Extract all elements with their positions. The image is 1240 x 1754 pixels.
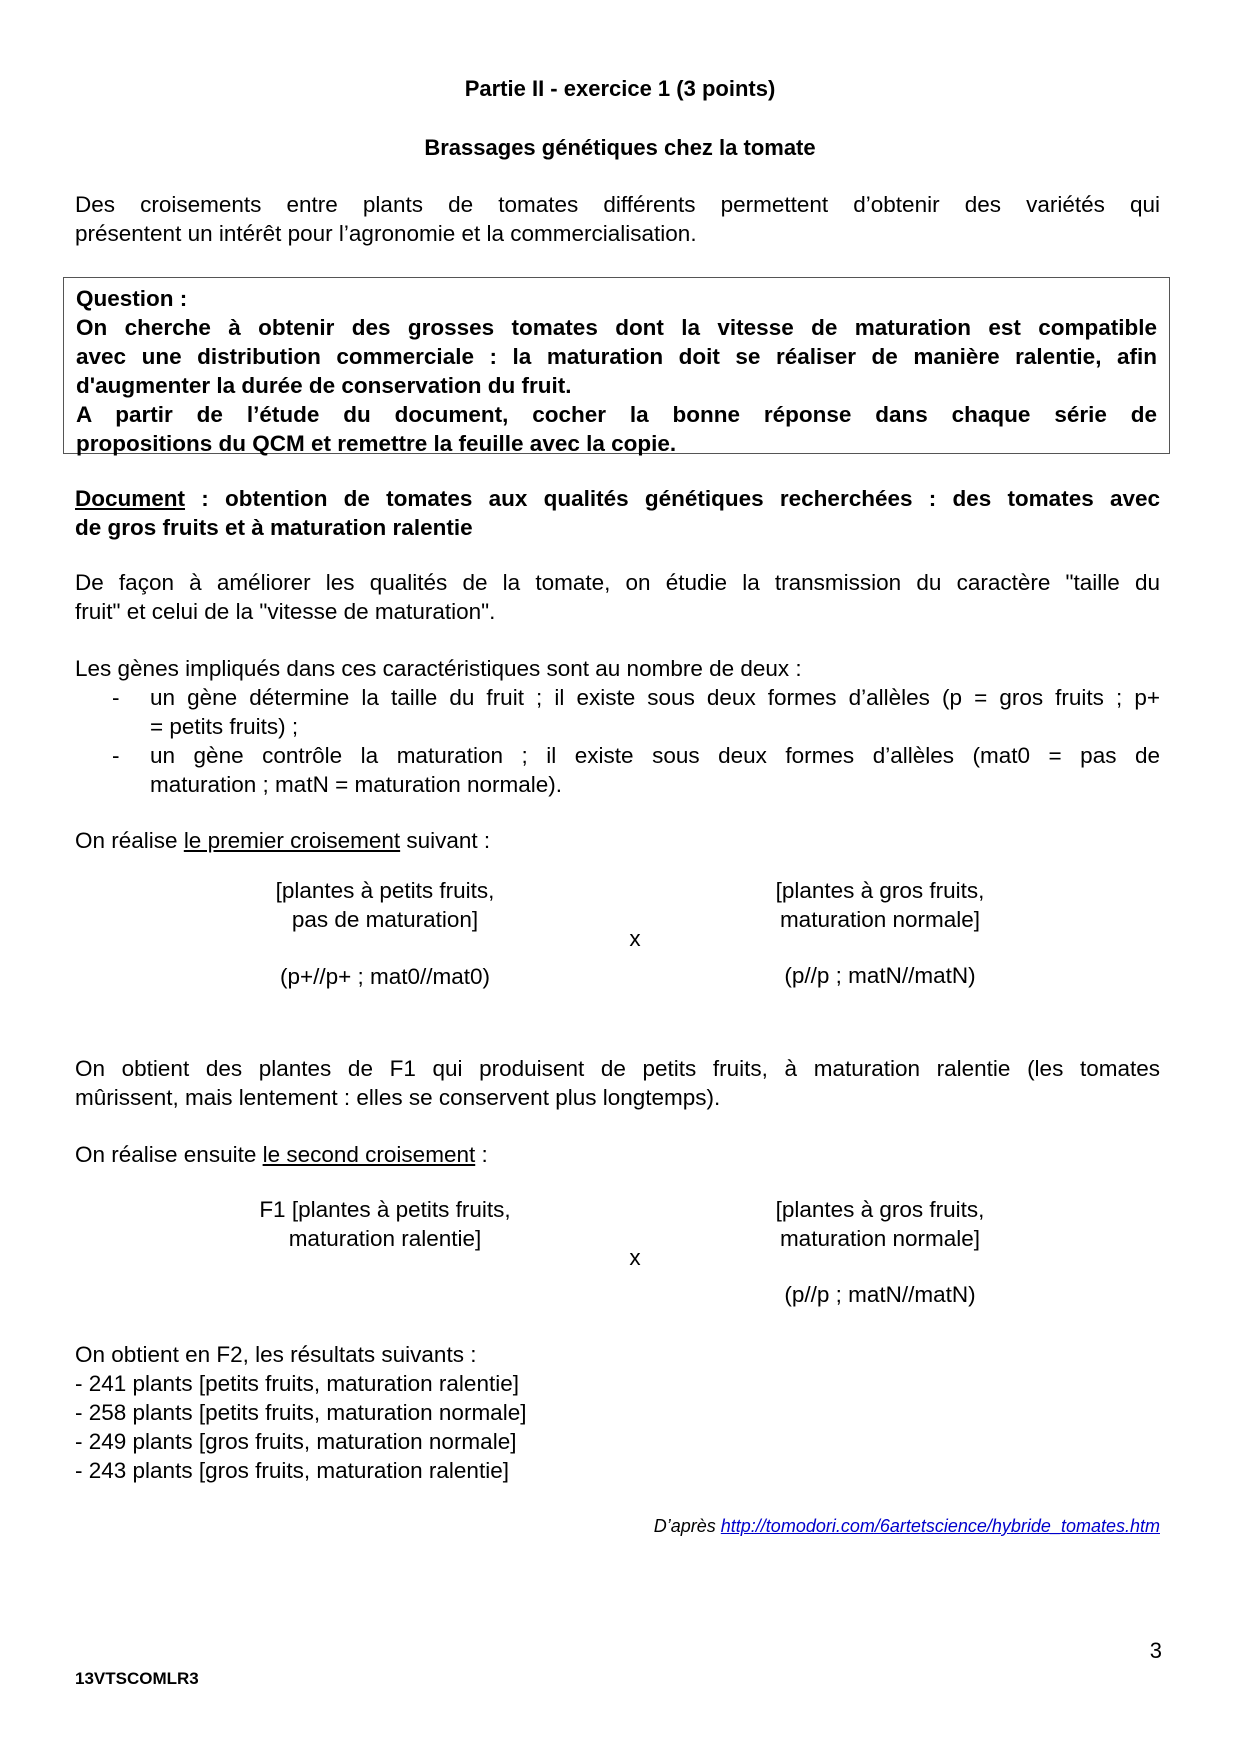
question-line-5: propositions du QCM et remettre la feuille avec la copie. (76, 431, 677, 456)
f1-line-2: mûrissent, mais lentement : elles se conservent plus longtemps). (75, 1085, 721, 1110)
intro-line-1: Des croisements entre plants de tomates différents permettent d’obtenir des variétés qui (75, 192, 1160, 217)
cross2-symbol: x (629, 1245, 641, 1270)
cross1-right-line-1: [plantes à gros fruits, (775, 878, 985, 903)
part-title: Partie II - exercice 1 (3 points) (464, 76, 776, 101)
bullet-text (150, 741, 1160, 799)
cross1-intro-underlined: le premier croisement (183, 828, 401, 853)
cross2-intro-pre: On réalise ensuite (75, 1142, 263, 1167)
cross1-right-parent (730, 876, 1030, 934)
cross2-intro-post: : (475, 1142, 488, 1167)
f2-intro: On obtient en F2, les résultats suivants : (75, 1342, 477, 1367)
cross1-left-line-2: pas de maturation] (291, 907, 479, 932)
cross1-intro-post: suivant : (400, 828, 491, 853)
bullet-2-line-1: un gène contrôle la maturation ; il existe sous deux formes d’allèles (mat0 = pas de (150, 743, 1160, 768)
cross1-right-genotype: (p//p ; matN//matN) (784, 963, 976, 988)
cross2-left-line-2: maturation ralentie] (288, 1226, 482, 1251)
cross2-right-line-2: maturation normale] (779, 1226, 981, 1251)
f1-line-1: On obtient des plantes de F1 qui produisent de petits fruits, à maturation ralentie (les tomates (75, 1056, 1160, 1081)
intro-paragraph (75, 190, 1160, 248)
gene-bullet-1 (75, 683, 1160, 741)
bullet-dash: - (112, 685, 120, 710)
bullet-text (150, 683, 1160, 741)
question-line-2: avec une distribution commerciale : la maturation doit se réaliser de manière ralentie, afin (76, 344, 1157, 369)
cross1-left-genotype: (p+//p+ ; mat0//mat0) (279, 964, 491, 989)
document-label: Document (75, 486, 186, 511)
cross1-left-parent (235, 876, 535, 934)
cross2-right-genotype: (p//p ; matN//matN) (784, 1282, 976, 1307)
cross1-intro (75, 826, 1160, 855)
source-prefix: D’après (653, 1516, 721, 1536)
cross2-right-parent (730, 1195, 1030, 1253)
document-paragraph-1 (75, 568, 1160, 626)
document-p1-line-2: fruit" et celui de la "vitesse de maturation". (75, 599, 496, 624)
gene-bullet-2 (75, 741, 1160, 799)
f2-result-item: - 243 plants [gros fruits, maturation ralentie] (75, 1458, 509, 1483)
page-number: 3 (1149, 1638, 1162, 1663)
cross2-left-line-1: F1 [plantes à petits fruits, (259, 1197, 511, 1222)
question-line-1: On cherche à obtenir des grosses tomates dont la vitesse de maturation est compatible (76, 315, 1157, 340)
document-title-line-1 (75, 484, 1160, 513)
document-title-rest: : obtention de tomates aux qualités génétiques recherchées : des tomates avec (185, 486, 1160, 511)
question-box (63, 277, 1170, 454)
exercise-subtitle: Brassages génétiques chez la tomate (424, 135, 816, 160)
bullet-dash: - (112, 743, 120, 768)
document-code: 13VTSCOMLR3 (75, 1669, 199, 1688)
f2-result-item: - 249 plants [gros fruits, maturation normale] (75, 1429, 517, 1454)
question-label: Question : (76, 286, 188, 311)
cross1-right-line-2: maturation normale] (779, 907, 981, 932)
genes-intro: Les gènes impliqués dans ces caractéristiques sont au nombre de deux : (75, 656, 802, 681)
document-title (75, 484, 1160, 542)
cross2-intro-underlined: le second croisement (262, 1142, 476, 1167)
cross2-right-line-1: [plantes à gros fruits, (775, 1197, 985, 1222)
cross2-left-parent (225, 1195, 545, 1253)
cross1-left-line-1: [plantes à petits fruits, (275, 878, 495, 903)
source-citation (654, 1514, 1160, 1538)
cross1-symbol: x (629, 926, 641, 951)
question-line-4: A partir de l’étude du document, cocher la bonne réponse dans chaque série de (76, 402, 1157, 427)
bullet-1-line-1: un gène détermine la taille du fruit ; il existe sous deux formes d’allèles (p = gros fruits ; p+ (150, 685, 1160, 710)
question-line-3: d'augmenter la durée de conservation du fruit. (76, 373, 572, 398)
bullet-2-line-2: maturation ; matN = maturation normale). (150, 772, 563, 797)
f1-result-paragraph (75, 1054, 1160, 1112)
bullet-1-line-2: = petits fruits) ; (150, 714, 299, 739)
document-p1-line-1: De façon à améliorer les qualités de la tomate, on étudie la transmission du caractère "taille du (75, 570, 1160, 595)
document-title-line-2: de gros fruits et à maturation ralentie (75, 515, 473, 540)
cross2-intro (75, 1140, 1160, 1169)
f2-result-item: - 258 plants [petits fruits, maturation normale] (75, 1400, 527, 1425)
f2-result-item: - 241 plants [petits fruits, maturation ralentie] (75, 1371, 519, 1396)
cross1-intro-pre: On réalise (75, 828, 184, 853)
intro-line-2: présentent un intérêt pour l’agronomie et la commercialisation. (75, 221, 697, 246)
f2-results (75, 1340, 1160, 1485)
source-link[interactable]: http://tomodori.com/6artetscience/hybride_tomates.htm (720, 1516, 1160, 1536)
